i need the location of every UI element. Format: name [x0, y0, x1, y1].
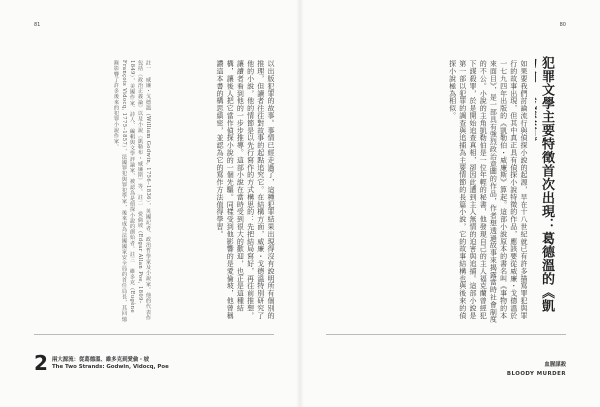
left-footer-chapter-zh: 兩大源流：從葛德溫、維多克到愛倫・坡	[52, 357, 150, 363]
book-title-zh: 血腥謀殺	[544, 362, 566, 368]
right-body-text: 如果要我們討論流行與偵探小說的起源，早在十八世紀就已有許多描寫罪犯與罪行的故事出現，但其中真正具有偵探小說特徵的作品，應該要從威廉・戈德溫於一七九四年出版的《凱勒伯・威廉斯》算起。這部小說原本的書名叫《事物的本來面目》，是一部具有強烈政治意圖的作品，作者想透過故事來揭露當時社會制度的不公。小說的主角凱勒伯是一位年輕的秘書，他發現自己的主人福克蘭曾經犯下謀殺罪，於是開始追查真相，卻因此遭到主人無情的迫害與追捕。這部小說是第一部以犯罪的調查與追捕為主要情節的長篇小說，它的故事結構也與後來的偵探小說極為相似。	[448, 60, 528, 323]
left-footnotes: 註一 威廉・戈德溫（William Godwin, 1756–1836），英國記者、政治哲學家及小說家。他的代表作包括《政治正義論》以及小說《凱勒布・威廉斯》等。註二 愛倫坡（Edgar Allan Poe, 1809–1849），美國作家、詩人、編輯與文學評論家，被認為是偵探小說的創始者。註三 維多克（Eugène François Vidocq, 1775–1857），法國罪犯與罪犯學家，後來成為法國國家安全局的首任局長，其回憶錄影響了許多後來的犯罪小說作家。	[113, 60, 151, 322]
chapter-section-title: 犯罪文學主要特徵首次出現：葛德溫的《凱	[539, 56, 554, 313]
right-page-number: 80	[559, 22, 566, 28]
left-footer-chapter-en: The Two Strands: Godwin, Vidocq, Poe	[52, 364, 169, 370]
left-page-number: 81	[34, 22, 41, 28]
chapter-number: 2	[34, 351, 48, 375]
book-title-en: BLOODY MURDER	[506, 371, 566, 377]
right-footer-rule	[326, 334, 566, 335]
left-body-text: 以出版犯罪的故事。事情已經走過了，這種犯罪結果出現得沒有說明所有個別的推理，但讀者往往對故事的起點追究它。在結構方面，威廉・戈德溫特別研究了他的小說，他的情節是以先行寫作的方式構思的：先把結局寫好，再往前推想，讓讀者看到他的一步步推導。這部小說在當時受到很大的歡迎，也正是這種結構，讓後人把它當作偵探小說的一個先驅。同樣受到他影響的是愛倫坡，他曾稱讚這本書的構思縝密，並認為它的寫作方法值得學習。	[215, 60, 275, 319]
right-footer	[507, 360, 566, 377]
left-footer-rule	[34, 334, 274, 335]
left-footer	[34, 351, 274, 377]
